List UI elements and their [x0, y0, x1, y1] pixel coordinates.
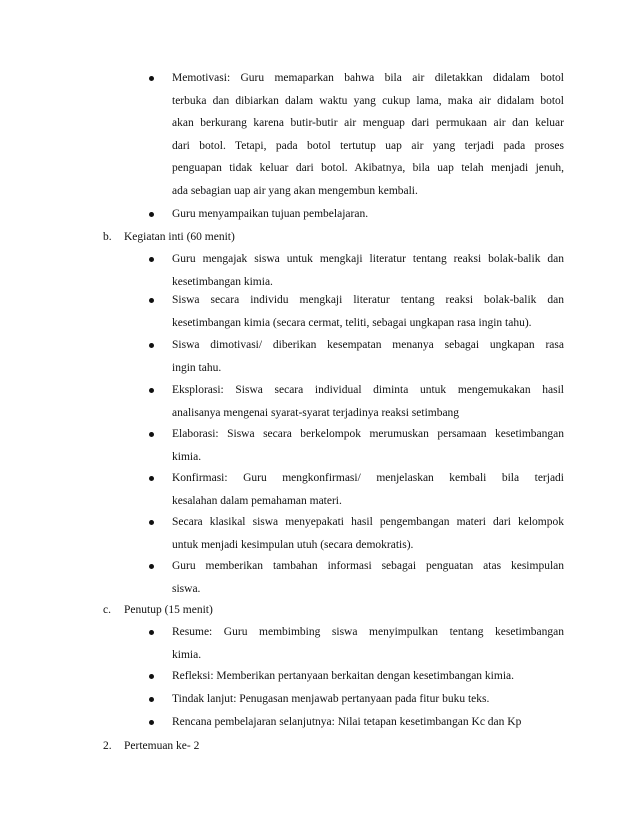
list-item: [152, 248, 564, 293]
section-b-title: Kegiatan inti (60 menit): [124, 231, 235, 243]
bullet-icon: [149, 564, 154, 569]
bullet-icon: [149, 432, 154, 437]
list-item: [152, 621, 564, 666]
bullet-icon: [149, 520, 154, 525]
list-item: [152, 711, 564, 734]
paragraph-line: Rencana pembelajaran selanjutnya: Nilai tetapan kesetimbangan Kc dan Kp: [172, 716, 522, 728]
paragraph-line: Tindak lanjut: Penugasan menjawab pertanyaan pada fitur buku teks.: [172, 693, 490, 705]
paragraph-line: dari botol. Tetapi, pada botol tertutup uap air yang terjadi pada proses: [172, 139, 564, 152]
list-item: [152, 688, 564, 711]
bullet-icon: [149, 257, 154, 262]
paragraph-line: kesetimbangan kimia.: [172, 275, 273, 288]
bullet-icon: [149, 388, 154, 393]
bullet-icon: [149, 343, 154, 348]
paragraph-line: analisanya mengenai syarat-syarat terjadinya reaksi setimbang: [172, 406, 460, 419]
paragraph-line: Elaborasi: Siswa secara berkelompok merumuskan persamaan kesetimbangan: [172, 428, 564, 440]
bullet-icon: [149, 674, 154, 679]
bullet-icon: [149, 720, 154, 725]
list-item: [152, 555, 564, 600]
section-2-label: 2.: [103, 740, 112, 752]
paragraph-line: untuk menjadi kesimpulan utuh (secara demokratis).: [172, 538, 414, 551]
paragraph-line: kesalahan dalam pemahaman materi.: [172, 494, 342, 507]
paragraph-line: kimia.: [172, 450, 202, 463]
list-item: [152, 334, 564, 379]
paragraph-line: Guru mengajak siswa untuk mengkaji literatur tentang reaksi bolak-balik dan: [172, 253, 564, 265]
bullet-icon: [149, 697, 154, 702]
list-item: [152, 511, 564, 556]
paragraph-line: akan berkurang karena butir-butir air menguap dari permukaan air dan keluar: [172, 117, 564, 129]
paragraph-line: Guru memberikan tambahan informasi sebagai penguatan atas kesimpulan: [172, 560, 564, 572]
list-item-tujuan: [152, 203, 564, 226]
paragraph-line: Siswa dimotivasi/ diberikan kesempatan menanya sebagai ungkapan rasa: [172, 339, 564, 351]
paragraph-line: Refleksi: Memberikan pertanyaan berkaitan dengan kesetimbangan kimia.: [172, 670, 515, 682]
list-item-motivasi: [152, 67, 564, 202]
paragraph-line: kesetimbangan kimia (secara cermat, teliti, sebagai ungkapan rasa ingin tahu).: [172, 316, 532, 329]
paragraph-line: Memotivasi: Guru memaparkan bahwa bila air diletakkan didalam botol: [172, 72, 564, 84]
paragraph-line: ada sebagian uap air yang akan mengembun kembali.: [172, 184, 418, 197]
list-item: [152, 289, 564, 334]
paragraph-line: terbuka dan dibiarkan dalam waktu yang cukup lama, maka air didalam botol: [172, 94, 564, 107]
paragraph-line: penguapan tidak keluar dari botol. Akibatnya, bila uap telah menjadi jenuh,: [172, 162, 564, 174]
paragraph-line: Resume: Guru membimbing siswa menyimpulkan tentang kesetimbangan: [172, 626, 564, 638]
section-b-label: b.: [103, 231, 112, 243]
paragraph-line: Secara klasikal siswa menyepakati hasil pengembangan materi dari kelompok: [172, 516, 564, 528]
bullet-icon: [149, 212, 154, 217]
paragraph-line: Guru menyampaikan tujuan pembelajaran.: [172, 208, 369, 220]
paragraph-line: siswa.: [172, 582, 201, 595]
section-c-title: Penutup (15 menit): [124, 604, 213, 616]
list-item: [152, 665, 564, 688]
paragraph-line: Konfirmasi: Guru mengkonfirmasi/ menjelaskan kembali bila terjadi: [172, 472, 564, 484]
bullet-icon: [149, 76, 154, 81]
paragraph-line: Eksplorasi: Siswa secara individual diminta untuk mengemukakan hasil: [172, 384, 564, 396]
list-item: [152, 379, 564, 424]
paragraph-line: Siswa secara individu mengkaji literatur tentang reaksi bolak-balik dan: [172, 294, 564, 306]
paragraph-line: kimia.: [172, 648, 202, 661]
bullet-icon: [149, 476, 154, 481]
bullet-icon: [149, 630, 154, 635]
list-item: [152, 423, 564, 468]
paragraph-line: ingin tahu.: [172, 361, 222, 374]
bullet-icon: [149, 298, 154, 303]
section-c-label: c.: [103, 604, 111, 616]
section-2-title: Pertemuan ke- 2: [124, 740, 200, 752]
list-item: [152, 467, 564, 512]
